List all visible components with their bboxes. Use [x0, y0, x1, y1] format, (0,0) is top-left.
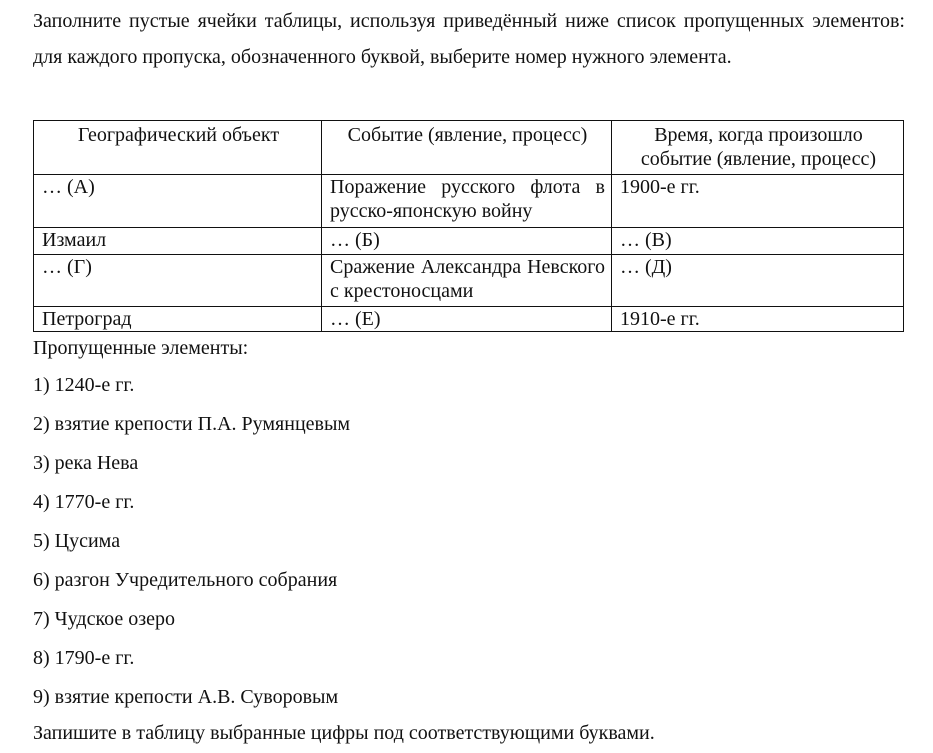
task-instructions: Заполните пустые ячейки таблицы, используя приведённый ниже список пропущенных элементов: для каждого пропуска, обозначенного буквой, выберите номер нужного элемента.	[33, 10, 905, 68]
list-item: 9) взятие крепости А.В. Суворовым	[33, 686, 339, 708]
list-item: 5) Цусима	[33, 530, 121, 552]
table-cell: Петроград	[34, 307, 322, 332]
missing-elements-title: Пропущенные элементы:	[33, 337, 249, 359]
header-geo-object: Географический объект	[34, 121, 322, 175]
cell-v: … (В)	[612, 228, 904, 255]
cell-e: … (Е)	[322, 307, 612, 332]
list-item: 8) 1790-е гг.	[33, 647, 135, 669]
cell-g: … (Г)	[34, 255, 322, 307]
options-list	[33, 371, 350, 722]
table-cell: 1910-е гг.	[612, 307, 904, 332]
table-row	[34, 307, 904, 332]
list-item: 3) река Нева	[33, 452, 139, 474]
table-row	[34, 175, 904, 228]
cell-d: … (Д)	[612, 255, 904, 307]
list-item: 6) разгон Учредительного собрания	[33, 569, 338, 591]
footer-instruction: Запишите в таблицу выбранные цифры под соответствующими буквами.	[33, 722, 655, 744]
header-event: Событие (явление, процесс)	[322, 121, 612, 175]
list-item: 7) Чудское озеро	[33, 608, 176, 630]
list-item: 4) 1770-е гг.	[33, 491, 135, 513]
table-header-row	[34, 121, 904, 175]
header-time: Время, когда произошло событие (явление, процесс)	[612, 121, 904, 175]
cell-b: … (Б)	[322, 228, 612, 255]
table-row	[34, 228, 904, 255]
list-item: 1) 1240-е гг.	[33, 374, 135, 396]
answer-table	[33, 120, 904, 332]
table-cell: Измаил	[34, 228, 322, 255]
table-row	[34, 255, 904, 307]
table-cell: 1900-е гг.	[612, 175, 904, 228]
table-cell: Поражение русского флота в русско-японскую войну	[322, 175, 612, 228]
cell-a: … (А)	[34, 175, 322, 228]
table-cell: Сражение Александра Невского с крестоносцами	[322, 255, 612, 307]
list-item: 2) взятие крепости П.А. Румянцевым	[33, 413, 351, 435]
